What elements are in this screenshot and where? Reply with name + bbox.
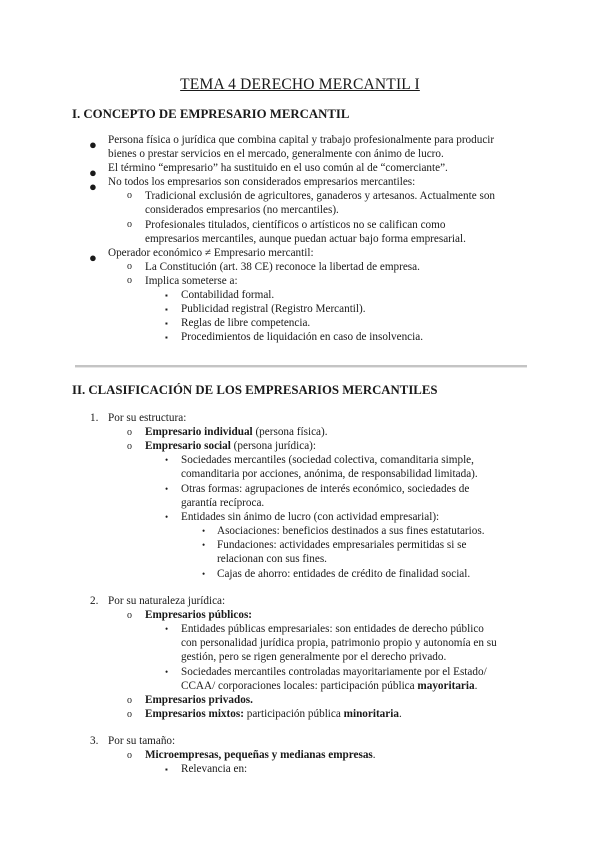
s2-item-1: Por su estructura:: [108, 412, 187, 424]
s1-bullet-1-line-1: Persona física o jurídica que combina capital y trabajo profesionalmente para producir: [108, 134, 495, 146]
square-bullet-icon: ▪: [165, 291, 168, 300]
s2-item-1b3b-line-2: relacionan con sus fines.: [217, 553, 327, 565]
square-bullet-icon: ▪: [165, 333, 168, 342]
s2-item-2a1-line-3: gestión, pero se rigen generalmente por el derecho privado.: [181, 651, 447, 663]
dot-bullet-icon: •: [165, 667, 169, 677]
s2-item-2c-rest: participación pública: [243, 708, 344, 720]
circle-bullet-icon: o: [127, 695, 132, 706]
s2-item-2-number: 2.: [90, 595, 99, 607]
s2-item-1b2-line-1: Otras formas: agrupaciones de interés económico, sociedades de: [181, 483, 470, 495]
circle-bullet-icon: o: [127, 709, 132, 720]
section-1-heading: I. CONCEPTO DE EMPRESARIO MERCANTIL: [72, 107, 350, 121]
s2-item-1b: [145, 439, 316, 453]
s2-item-2c-bold-2: minoritaria: [343, 708, 399, 720]
disc-bullet-icon: ●: [89, 137, 97, 152]
s2-item-2c: [145, 707, 402, 721]
circle-bullet-icon: o: [127, 427, 132, 438]
s2-item-1b3a: Asociaciones: beneficios destinados a sus fines estatutarios.: [217, 525, 485, 537]
s1-bullet-1-line-2: bienes o prestar servicios en el mercado, generalmente con ánimo de lucro.: [108, 148, 444, 160]
s2-item-1b-rest: (persona jurídica):: [230, 440, 316, 452]
s2-item-1b3: Entidades sin ánimo de lucro (con actividad empresarial):: [181, 511, 440, 523]
s2-item-1b3c: Cajas de ahorro: entidades de crédito de finalidad social.: [217, 568, 471, 580]
square-bullet-icon: ▪: [165, 319, 168, 328]
section-divider: [75, 365, 527, 368]
dot-bullet-icon: •: [165, 624, 169, 634]
dot-bullet-icon: •: [165, 455, 169, 465]
s2-item-3a: [145, 748, 376, 762]
circle-bullet-icon: o: [127, 261, 132, 272]
circle-bullet-icon: o: [127, 275, 132, 286]
s1-bullet-3a-line-1: Tradicional exclusión de agricultores, ganaderos y artesanos. Actualmente son: [145, 190, 496, 202]
square-bullet-icon: ▪: [165, 765, 168, 774]
s2-item-2a-bold: Empresarios públicos:: [145, 609, 253, 621]
section-2-heading: II. CLASIFICACIÓN DE LOS EMPRESARIOS MERCANTILES: [72, 383, 438, 397]
document-title: TEMA 4 DERECHO MERCANTIL I: [180, 76, 420, 93]
square-bullet-icon: ▪: [165, 305, 168, 314]
disc-bullet-icon: ●: [89, 179, 97, 194]
s1-bullet-4: Operador económico ≠ Empresario mercantil:: [108, 247, 314, 259]
s2-item-2: Por su naturaleza jurídica:: [108, 595, 226, 607]
s1-bullet-3: No todos los empresarios son considerados empresarios mercantiles:: [108, 176, 416, 188]
s1-bullet-4a: La Constitución (art. 38 CE) reconoce la libertad de empresa.: [145, 261, 420, 273]
s2-item-1b2-line-2: garantía recíproca.: [181, 497, 265, 509]
s2-item-1b-bold: Empresario social: [145, 440, 231, 452]
s1-bullet-4b2: Publicidad registral (Registro Mercantil).: [181, 303, 366, 315]
s2-item-3a1: Relevancia en:: [181, 763, 248, 775]
s2-item-3a-end: .: [372, 749, 376, 761]
s2-item-1b1-line-1: Sociedades mercantiles (sociedad colectiva, comanditaria simple,: [181, 454, 474, 466]
s2-item-2b-bold: Empresarios privados.: [145, 694, 253, 706]
s2-item-2a2-text: CCAA/ corporaciones locales: participación pública: [181, 680, 418, 692]
s2-item-2a2-bold: mayoritaria: [417, 680, 475, 692]
s1-bullet-4b1: Contabilidad formal.: [181, 289, 275, 301]
s2-item-1b3b-line-1: Fundaciones: actividades empresariales permitidas si se: [217, 539, 467, 551]
dot-bullet-icon: •: [165, 484, 169, 494]
s2-item-2a1-line-1: Entidades públicas empresariales: son entidades de derecho público: [181, 623, 484, 635]
s2-item-3: Por su tamaño:: [108, 735, 176, 747]
dot-bullet-icon: •: [165, 512, 169, 522]
dot-bullet-icon: •: [202, 526, 206, 536]
s2-item-2a2-line-1: Sociedades mercantiles controladas mayoritariamente por el Estado/: [181, 666, 487, 678]
s2-item-1b1-line-2: comanditaria por acciones, anónima, de responsabilidad limitada).: [181, 468, 478, 480]
disc-bullet-icon: ●: [89, 165, 97, 180]
s1-bullet-2: El término “empresario” ha sustituido en el uso común al de “comerciante”.: [108, 162, 448, 174]
circle-bullet-icon: o: [127, 219, 132, 230]
circle-bullet-icon: o: [127, 190, 132, 201]
s2-item-3a-bold: Microempresas, pequeñas y medianas empresas: [145, 749, 373, 761]
s1-bullet-4b3: Reglas de libre competencia.: [181, 317, 311, 329]
s2-item-2a: [145, 608, 252, 622]
circle-bullet-icon: o: [127, 441, 132, 452]
s2-item-1a-rest: (persona física).: [252, 426, 328, 438]
s2-item-1-number: 1.: [90, 412, 99, 424]
disc-bullet-icon: ●: [89, 250, 97, 265]
s2-item-2a1-line-2: con personalidad jurídica propia, patrimonio propio y autonomía en su: [181, 637, 497, 649]
dot-bullet-icon: •: [202, 569, 206, 579]
s2-item-3-number: 3.: [90, 735, 99, 747]
circle-bullet-icon: o: [127, 750, 132, 761]
s2-item-2c-end: .: [398, 708, 402, 720]
s1-bullet-3b-line-2: empresarios mercantiles, aunque puedan actuar bajo forma empresarial.: [145, 233, 466, 245]
s1-bullet-4b: Implica someterse a:: [145, 275, 238, 287]
s1-bullet-3a-line-2: considerados empresarios (no mercantiles).: [145, 204, 339, 216]
s2-item-1a: [145, 425, 328, 439]
s1-bullet-4b4: Procedimientos de liquidación en caso de insolvencia.: [181, 331, 424, 343]
s2-item-2a2-line-2: [181, 679, 477, 693]
circle-bullet-icon: o: [127, 610, 132, 621]
s2-item-1a-bold: Empresario individual: [145, 426, 253, 438]
s2-item-2b: [145, 693, 253, 707]
s1-bullet-3b-line-1: Profesionales titulados, científicos o artísticos no se califican como: [145, 219, 446, 231]
s2-item-2a2-end: .: [474, 680, 478, 692]
dot-bullet-icon: •: [202, 540, 206, 550]
s2-item-2c-bold: Empresarios mixtos:: [145, 708, 244, 720]
